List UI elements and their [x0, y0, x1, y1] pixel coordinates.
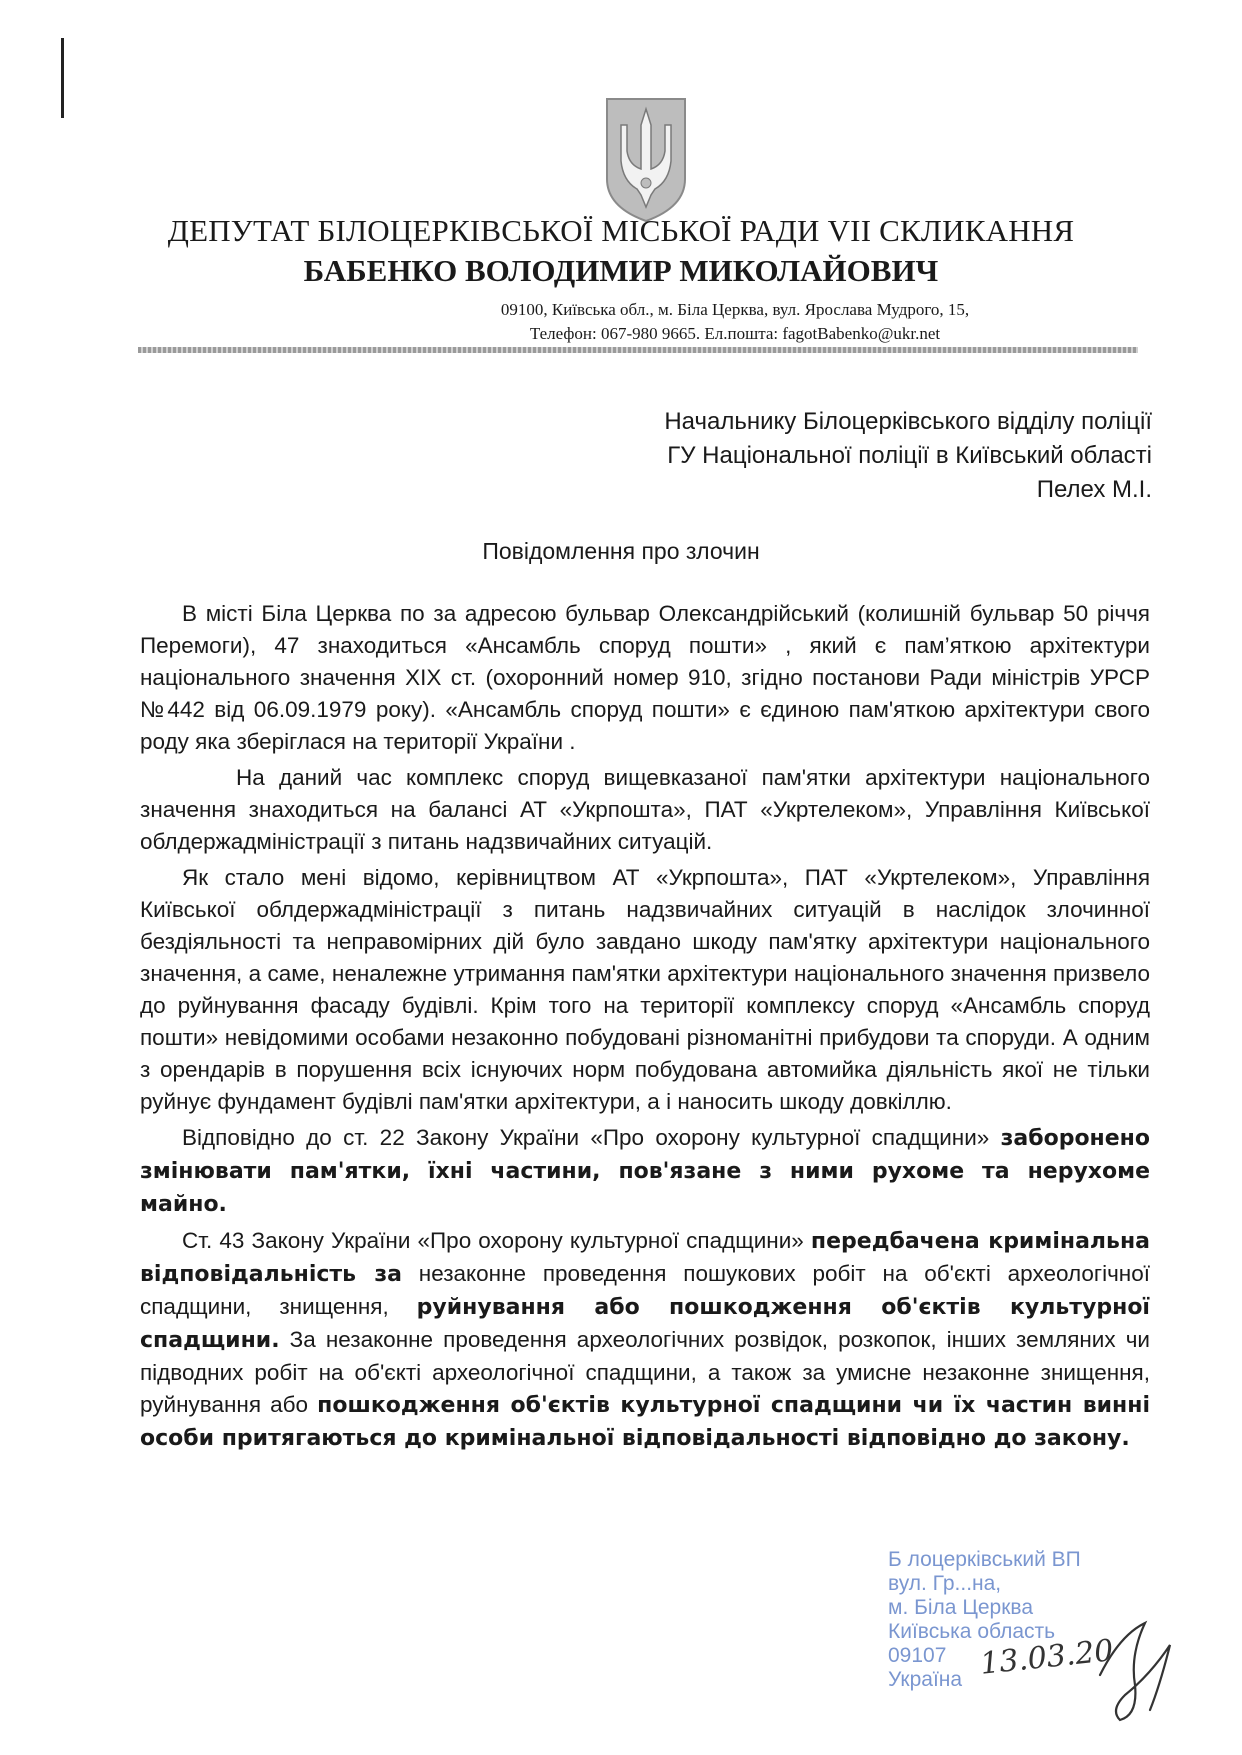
- handwritten-date: 13.03.20: [978, 1633, 1116, 1682]
- document-body: [140, 598, 1150, 1459]
- paragraph: В місті Біла Церква по за адресою бульвар Олександрійський (колишній бульвар 50 річчя Перемоги), 47 знаходиться «Ансамбль споруд пошти» , який є пам’яткою архітектури національного значення ХІХ ст. (охоронний номер 910, згідно постанови Ради міністрів УРСР №442 від 06.09.1979 року). «Ансамбль споруд пошти» є єдиною пам'яткою архітектури свого роду яка зберіглася на території України .: [140, 601, 1150, 754]
- paragraph-text: Відповідно до ст. 22 Закону України «Про охорону культурної спадщини»: [182, 1125, 990, 1150]
- signature-icon: [1090, 1615, 1180, 1725]
- paragraph-bold-text: передбачена кримінальна відповідальність за: [140, 1229, 1150, 1287]
- stamp-line: Київська область: [888, 1620, 1056, 1643]
- paragraph-text: незаконне проведення пошукових робіт на об'єкті археологічної спадщини, знищення,: [140, 1261, 1150, 1319]
- letterhead-divider: [138, 347, 1138, 353]
- paragraph: На даний час комплекс споруд вищевказаної пам'ятки архітектури національного значення знаходиться на балансі АТ «Укрпошта», ПАТ «Укртелеком», Управління Київської облдержадміністрації з питань надзвичайних ситуацій.: [140, 765, 1150, 854]
- contact-line: Телефон: 067-980 9665. Ел.пошта: fagotBabenko@ukr.net: [529, 324, 941, 343]
- address-line: 09100, Київська обл., м. Біла Церква, вул. Ярослава Мудрого, 15,: [500, 300, 970, 319]
- stamp-line: Б лоцерківський ВП: [888, 1548, 1081, 1571]
- stamp-line: 09107: [888, 1644, 947, 1667]
- paragraph-text: За незаконне проведення археологічних розвідок, розкопок, інших земляних чи підводних робіт на об'єкті археологічної спадщини, а також за умисне незаконне знищення, руйнування або: [140, 1327, 1150, 1417]
- paragraph: Як стало мені відомо, керівництвом АТ «Укрпошта», ПАТ «Укртелеком», Управління Київської облдержадміністрації з питань надзвичайних ситуацій в наслідок злочинної бездіяльності та неправомірних дій було завдано шкоду пам'ятку архітектури національного значення, а саме, неналежне утримання пам'ятки архітектури національного значення призвело до руйнування фасаду будівлі. Крім того на території комплексу споруд «Ансамбль споруд пошти» невідомими особами незаконно побудовані різноманітні прибудови та споруди. А одним з орендарів в порушення всіх існуючих норм побудована автомийка діяльність якої не тільки руйнує фундамент будівлі пам'ятки архітектури, а і наносить шкоду довкіллю.: [140, 865, 1150, 1114]
- paragraph: [140, 1225, 1150, 1455]
- addressee-line: Начальнику Білоцерківського відділу поліції: [664, 408, 1152, 435]
- paragraph: [140, 1122, 1150, 1221]
- addressee-block: [432, 405, 1152, 507]
- paragraph-bold-text: пошкодження об'єктів культурної спадщини чи їх частин винні особи притягаються до кримінальної відповідальності відповідно до закону.: [140, 1393, 1150, 1451]
- addressee-line: ГУ Національної поліції в Київський області: [667, 442, 1152, 469]
- paragraph-bold-text: руйнування або пошкодження об'єктів культурної спадщини.: [140, 1295, 1150, 1353]
- margin-mark: [61, 38, 64, 118]
- paragraph-bold-text: заборонено змінювати пам'ятки, їхні частини, пов'язане з ними рухоме та нерухоме майно.: [140, 1126, 1150, 1217]
- coat-of-arms-icon: [603, 95, 689, 225]
- letterhead-contacts: [385, 298, 1085, 346]
- stamp-line: Україна: [888, 1668, 963, 1691]
- paragraph-text: Ст. 43 Закону України «Про охорону культурної спадщини»: [182, 1228, 804, 1253]
- stamp-line: м. Біла Церква: [888, 1596, 1034, 1619]
- letterhead-name: БАБЕНКО ВОЛОДИМИР МИКОЛАЙОВИЧ: [303, 253, 939, 288]
- stamp-line: вул. Гр...на,: [888, 1572, 1002, 1595]
- letterhead-title: ДЕПУТАТ БІЛОЦЕРКІВСЬКОЇ МІСЬКОЇ РАДИ VII СКЛИКАННЯ: [167, 213, 1075, 248]
- document-title: Повідомлення про злочин: [482, 538, 760, 564]
- addressee-name: Пелех М.І.: [1036, 476, 1152, 503]
